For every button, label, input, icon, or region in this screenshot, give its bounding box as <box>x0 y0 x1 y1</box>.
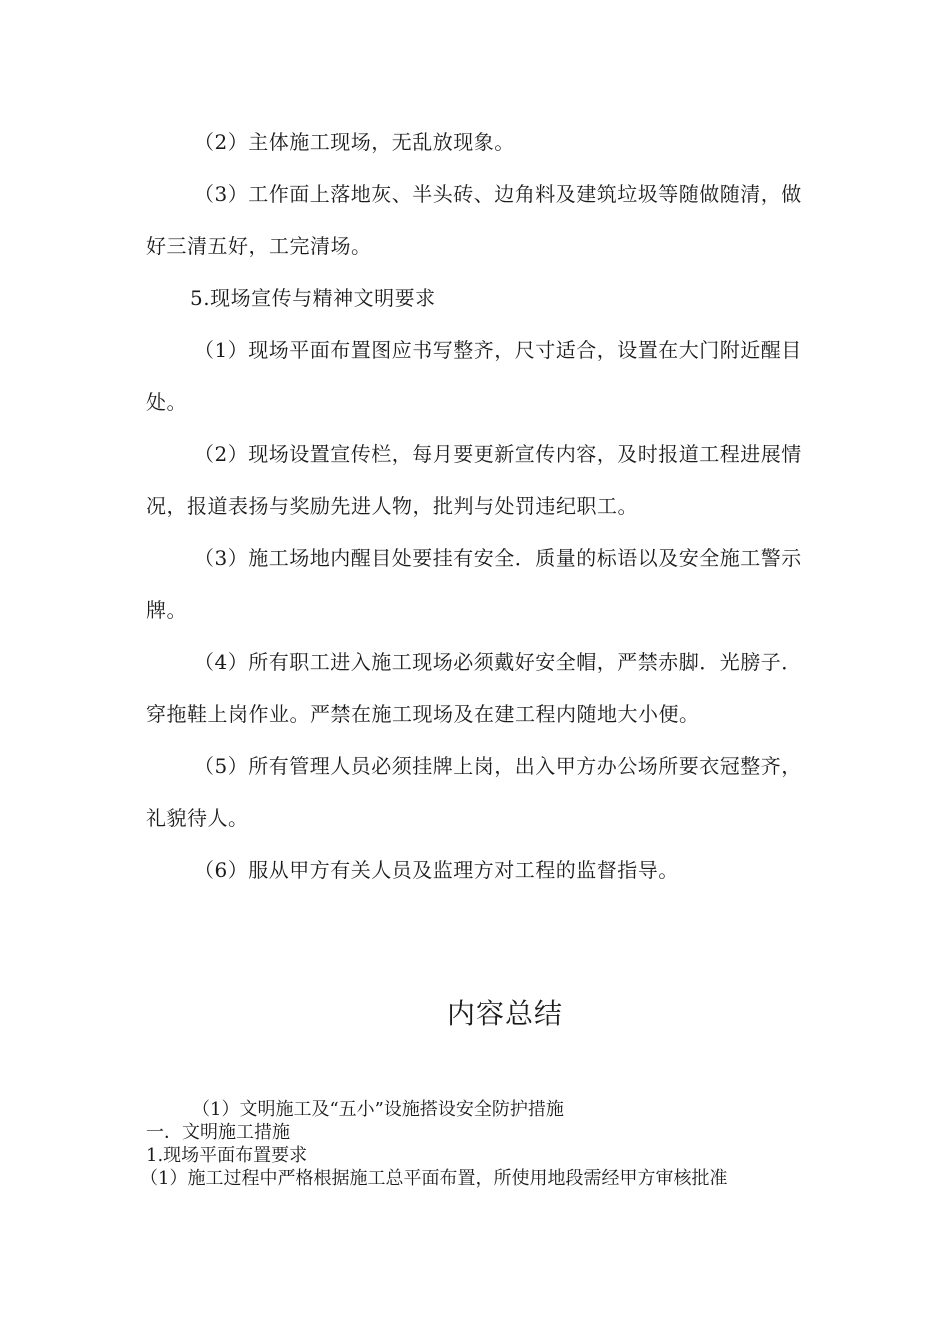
paragraph: （3）施工场地内醒目处要挂有安全．质量的标语以及安全施工警示牌。 <box>146 546 802 622</box>
paragraph: （1）现场平面布置图应书写整齐，尺寸适合，设置在大门附近醒目处。 <box>146 338 802 414</box>
summary-line: 1.现场平面布置要求 <box>146 1145 308 1166</box>
paragraph: （2）现场设置宣传栏，每月要更新宣传内容，及时报道工程进展情况，报道表扬与奖励先进人物，批判与处罚违纪职工。 <box>146 442 802 518</box>
paragraph: （3）工作面上落地灰、半头砖、边角料及建筑垃圾等随做随清，做好三清五好，工完清场。 <box>146 182 802 258</box>
section-heading: 5.现场宣传与精神文明要求 <box>190 286 436 310</box>
paragraph: （4）所有职工进入施工现场必须戴好安全帽，严禁赤脚．光膀子．穿拖鞋上岗作业。严禁在施工现场及在建工程内随地大小便。 <box>146 650 802 726</box>
summary-line: 一．文明施工措施 <box>146 1122 290 1143</box>
summary-block <box>140 1098 806 1190</box>
summary-title: 内容总结 <box>446 997 563 1030</box>
paragraph: （5）所有管理人员必须挂牌上岗，出入甲方办公场所要衣冠整齐，礼貌待人。 <box>146 754 802 830</box>
summary-line: （1）施工过程中严格根据施工总平面布置，所使用地段需经甲方审核批准 <box>140 1168 728 1189</box>
paragraph: （6）服从甲方有关人员及监理方对工程的监督指导。 <box>194 858 679 882</box>
document-body <box>146 116 808 896</box>
summary-line: （1）文明施工及“五小”设施搭设安全防护措施 <box>192 1099 564 1120</box>
paragraph: （2）主体施工现场，无乱放现象。 <box>194 130 515 154</box>
